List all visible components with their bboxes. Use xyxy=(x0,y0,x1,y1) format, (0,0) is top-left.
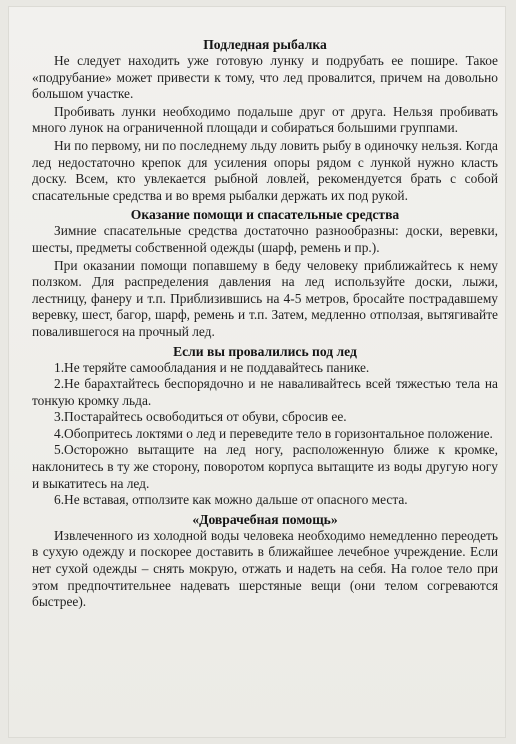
paragraph: Пробивать лунки необходимо подальше друг от друга. Нельзя пробивать много лунок на ограниченной площади и собираться большими группами. xyxy=(32,103,498,136)
document-page xyxy=(8,6,506,738)
list-item: 2.Не барахтайтесь беспорядочно и не наваливайтесь всей тяжестью тела на тонкую кромку льда. xyxy=(32,376,498,408)
section-title-ice-fishing: Подледная рыбалка xyxy=(203,37,327,52)
list-item: 1.Не теряйте самообладания и не поддавайтесь панике. xyxy=(54,359,370,375)
paragraph: Зимние спасательные средства достаточно разнообразны: доски, веревки, шесты, предметы собственной одежды (шарф, ремень и пр.). xyxy=(32,223,498,255)
section-title-fell-through-ice: Если вы провалились под лед xyxy=(173,343,357,359)
section-title-rescue-help: Оказание помощи и спасательные средства xyxy=(130,207,400,223)
paragraph: При оказании помощи попавшему в беду человеку приближайтесь к нему ползком. Для распределения давления на лед используйте доски, лыжи, лестницу, фанеру и т.п. Приблизившись на 4-5 метров, бросайте пострадавшему веревку, шест, багор, шарф, ремень и т.п. Затем, медленно отползая, вытягивайте повалившегося на прочный лед. xyxy=(32,257,498,339)
list-item: 4.Обопритесь локтями о лед и переведите тело в горизонтальное положение. xyxy=(54,425,493,441)
section-title-first-aid: «Доврачебная помощь» xyxy=(192,511,338,527)
paragraph: Ни по первому, ни по последнему льду ловить рыбу в одиночку нельзя. Когда лед недостаточно крепок для усиления опоры рядом с лункой нужно класть доску. Всем, кто увлекается рыбной ловлей, рекомендуется брать с собой спасательные средства и во время рыбалки держать их под рукой. xyxy=(32,137,498,203)
list-item: 3.Постарайтесь освободиться от обуви, сбросив ее. xyxy=(54,409,347,425)
list-item: 6.Не вставая, отползите как можно дальше от опасного места. xyxy=(54,492,408,508)
document-content xyxy=(32,36,498,611)
paragraph: Извлеченного из холодной воды человека необходимо немедленно переодеть в сухую одежду и поскорее доставить в ближайшее лечебное учреждение. Если нет сухой одежды – снять мокрую, отжать и надеть на себя. На голое тело при этом предпочтительнее надевать шерстяные вещи (они телом согреваются быстрее). xyxy=(32,527,498,610)
paragraph: Не следует находить уже готовую лунку и подрубать ее пошире. Такое «подрубание» может привести к тому, что лед провалится, причем на довольно большом участке. xyxy=(32,53,498,102)
list-item: 5.Осторожно вытащите на лед ногу, расположенную ближе к кромке, наклонитесь в ту же сторону, поворотом корпуса вытащите из воды другую ногу и выкатитесь на лед. xyxy=(32,442,498,491)
